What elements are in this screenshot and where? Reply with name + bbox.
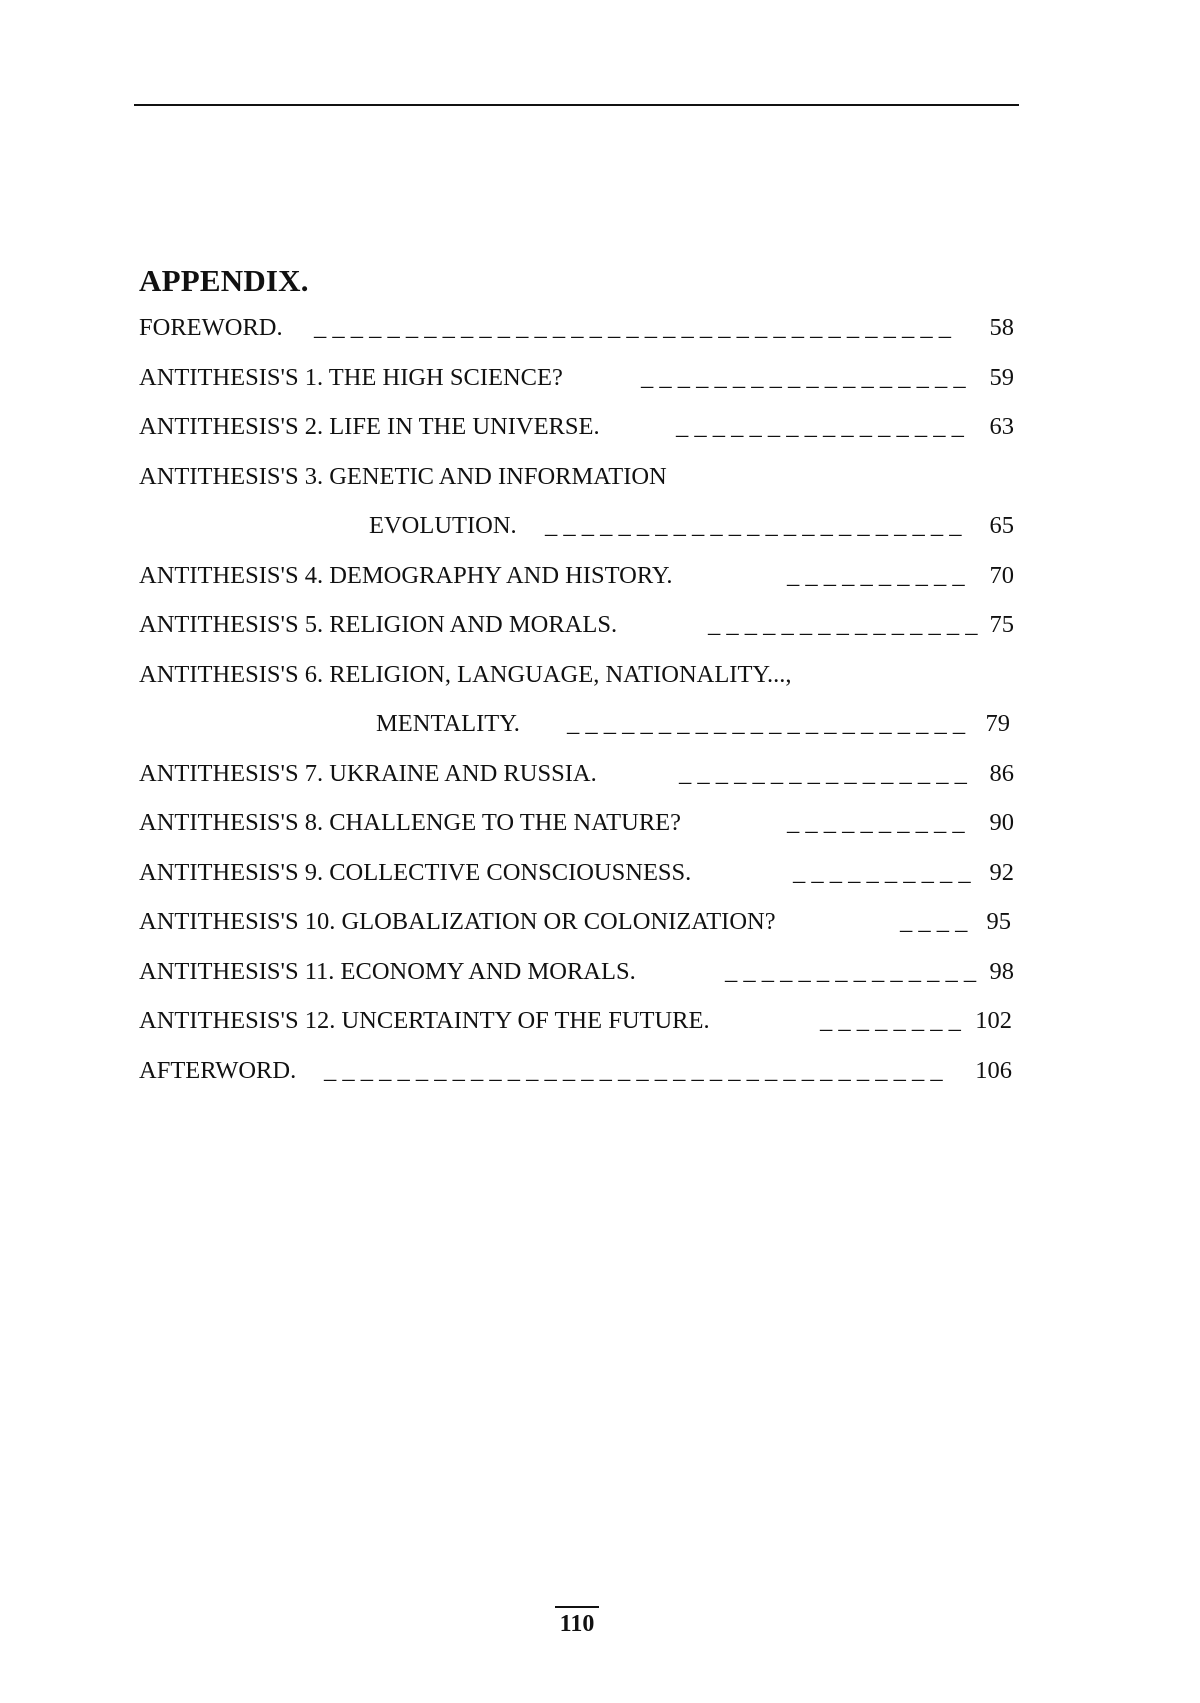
toc-entry-title: ANTITHESIS'S 7. UKRAINE AND RUSSIA. [139,759,597,787]
toc-entry-title: ANTITHESIS'S 4. DEMOGRAPHY AND HISTORY. [139,561,673,589]
toc-entry-leader: _ _ _ _ _ _ _ _ _ _ _ _ _ _ _ _ _ _ _ _ _ _ _ _ _ _ _ _ _ _ _ _ _ _ _ [314,314,951,341]
toc-entry-leader: _ _ _ _ _ _ _ _ _ _ [793,858,971,886]
toc-entry-title: ANTITHESIS'S 3. GENETIC AND INFORMATION [139,462,667,490]
toc-entry-leader: _ _ _ _ _ _ _ _ _ _ _ _ _ _ _ _ _ _ _ _ _ _ _ [545,512,962,539]
toc-entry-title: FOREWORD. [139,314,283,341]
toc-entry-page-number: 106 [975,1056,1012,1084]
toc-entry-title: AFTERWORD. [139,1056,297,1084]
toc-entry-title: ANTITHESIS'S 9. COLLECTIVE CONSCIOUSNESS. [139,858,692,886]
toc-entry-page-number: 75 [989,611,1014,638]
toc-entry-title: MENTALITY. [376,710,520,737]
toc-entry-title: ANTITHESIS'S 6. RELIGION, LANGUAGE, NATIONALITY..., [139,660,792,688]
header-rule [134,104,1019,106]
toc-entry-page-number: 58 [989,314,1014,341]
toc-entry-page-number: 90 [989,809,1014,836]
toc-entry-page-number: 95 [986,908,1011,935]
toc-entry-leader: _ _ _ _ _ _ _ _ [820,1007,961,1034]
toc-entry-title: ANTITHESIS'S 12. UNCERTAINTY OF THE FUTURE. [139,1007,710,1034]
toc-entry-afterword[interactable] [139,1056,1014,1109]
page-number: 110 [555,1606,599,1636]
toc-entry-leader: _ _ _ _ _ _ _ _ _ _ _ _ _ _ _ _ [679,759,967,787]
table-of-contents [139,316,1014,1108]
toc-entry-page-number: 63 [989,413,1014,440]
toc-entry-foreword[interactable] [139,316,1014,366]
toc-entry-title: EVOLUTION. [369,512,517,539]
toc-entry-antithesis-11[interactable] [139,957,1014,1010]
toc-entry-antithesis-3-continuation[interactable] [139,514,1014,564]
toc-entry-leader: _ _ _ _ _ _ _ _ _ _ [787,561,965,589]
toc-entry-title: ANTITHESIS'S 5. RELIGION AND MORALS. [139,611,618,638]
toc-entry-antithesis-2[interactable] [139,415,1014,465]
toc-entry-page-number: 65 [989,512,1014,539]
toc-entry-title: ANTITHESIS'S 11. ECONOMY AND MORALS. [139,957,636,985]
toc-entry-page-number: 79 [985,710,1010,737]
toc-entry-leader: _ _ _ _ _ _ _ _ _ _ [787,809,965,836]
toc-entry-title: ANTITHESIS'S 8. CHALLENGE TO THE NATURE? [139,809,682,836]
toc-entry-antithesis-6-continuation[interactable] [139,712,1014,762]
toc-entry-title: ANTITHESIS'S 2. LIFE IN THE UNIVERSE. [139,413,600,440]
toc-entry-antithesis-1[interactable] [139,363,1014,416]
appendix-heading: APPENDIX. [139,262,309,298]
toc-entry-page-number: 98 [989,957,1014,985]
toc-entry-antithesis-7[interactable] [139,759,1014,812]
toc-entry-antithesis-9[interactable] [139,858,1014,911]
toc-entry-page-number: 102 [975,1007,1012,1034]
toc-entry-leader: _ _ _ _ _ _ _ _ _ _ _ _ _ _ _ _ [676,413,964,440]
toc-entry-leader: _ _ _ _ _ _ _ _ _ _ _ _ _ _ [725,957,977,985]
toc-entry-leader: _ _ _ _ _ _ _ _ _ _ _ _ _ _ _ _ _ _ _ _ _ _ [567,710,966,737]
toc-entry-antithesis-12[interactable] [139,1009,1014,1059]
toc-entry-title: ANTITHESIS'S 10. GLOBALIZATION OR COLONIZATION? [139,908,776,935]
toc-entry-antithesis-10[interactable] [139,910,1014,960]
toc-entry-leader: _ _ _ _ _ _ _ _ _ _ _ _ _ _ _ _ _ _ [641,363,966,391]
toc-entry-page-number: 92 [989,858,1014,886]
toc-entry-antithesis-5[interactable] [139,613,1014,663]
toc-entry-leader: _ _ _ _ _ _ _ _ _ _ _ _ _ _ _ [708,611,978,638]
toc-entry-page-number: 70 [989,561,1014,589]
toc-entry-leader: _ _ _ _ _ _ _ _ _ _ _ _ _ _ _ _ _ _ _ _ _ _ _ _ _ _ _ _ _ _ _ _ _ _ [324,1056,943,1084]
toc-entry-leader: _ _ _ _ [900,908,968,935]
toc-entry-title: ANTITHESIS'S 1. THE HIGH SCIENCE? [139,363,563,391]
toc-entry-antithesis-4[interactable] [139,561,1014,614]
toc-entry-page-number: 86 [989,759,1014,787]
toc-entry-page-number: 59 [989,363,1014,391]
toc-entry-antithesis-8[interactable] [139,811,1014,861]
toc-entry-antithesis-6[interactable] [139,660,1014,713]
toc-entry-antithesis-3[interactable] [139,462,1014,515]
